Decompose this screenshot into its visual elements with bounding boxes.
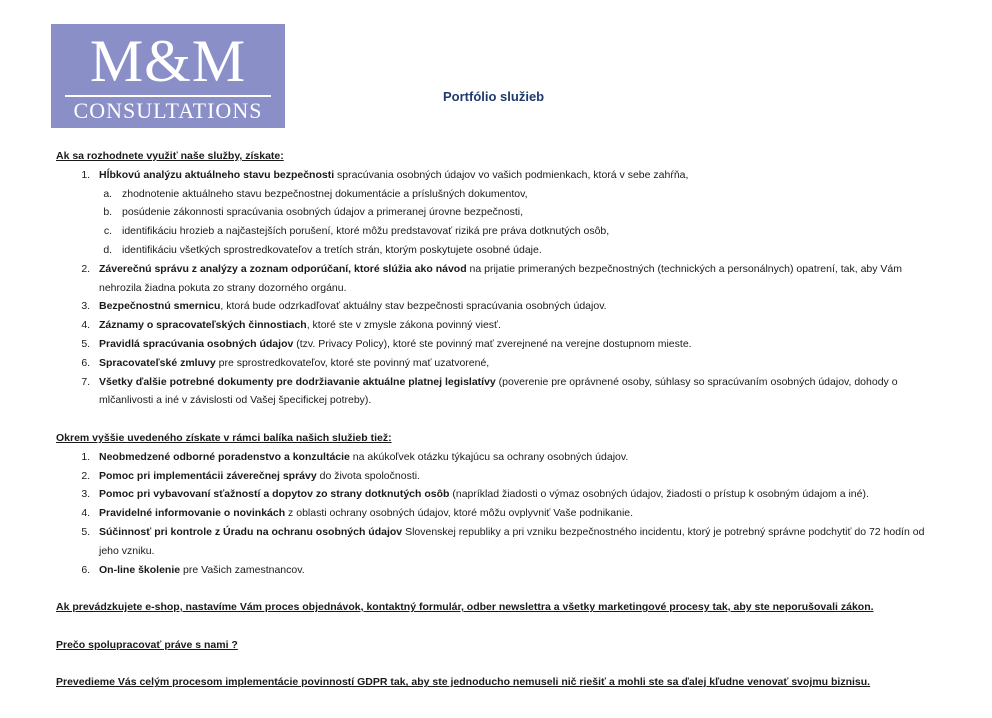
- why-us-heading: Prečo spolupracovať práve s nami ?: [56, 638, 238, 651]
- item-bold: Záverečnú správu z analýzy a zoznam odporúčaní, ktoré slúžia ako návod: [99, 262, 467, 275]
- item-text: na prijatie primeraných bezpečnostných (technických a personálnych) opatrení, tak, aby Vám nehrozila žiadna pokuta zo strany dozorného orgánu.: [99, 262, 903, 294]
- item-bold: On-line školenie: [99, 563, 181, 576]
- list-item: [93, 297, 936, 316]
- item-bold: Spracovateľské zmluvy: [99, 356, 216, 369]
- spacer: [56, 617, 936, 636]
- spacer: [56, 655, 936, 674]
- item-text: pre sprostredkovateľov, ktoré ste povinný mať uzatvorené,: [215, 356, 490, 369]
- list-item: [93, 467, 936, 486]
- list-item: [93, 485, 936, 504]
- item-text: , ktoré ste v zmysle zákona povinný viesť.: [306, 319, 501, 332]
- list-item: [93, 316, 936, 335]
- company-logo: [51, 24, 285, 128]
- item-bold: Bezpečnostnú smernicu: [99, 300, 221, 313]
- section2-list: [56, 448, 936, 580]
- sub-list: [99, 185, 936, 260]
- item-bold: Všetky ďalšie potrebné dokumenty pre dodržiavanie aktuálne platnej legislatívy: [99, 375, 496, 388]
- item-text: pre Vašich zamestnancov.: [180, 563, 305, 576]
- list-item: [93, 166, 936, 260]
- sub-list-item: b. posúdenie zákonnosti spracúvania osobných údajov a primeranej úrovne bezpečnosti,: [115, 203, 936, 222]
- item-text: (poverenie pre oprávnené osoby, súhlasy so spracúvaním osobných údajov, dohody o mlčanlivosti a iné v závislosti od Vašej špecifickej potreby).: [99, 375, 898, 407]
- item-bold: Súčinnosť pri kontrole z Úradu na ochranu osobných údajov: [99, 525, 403, 538]
- item-text: z oblasti ochrany osobných údajov, ktoré môžu ovplyvniť Vaše podnikanie.: [285, 507, 634, 520]
- list-item: [93, 335, 936, 354]
- section2-heading: Okrem vyššie uvedeného získate v rámci balíka našich služieb tiež:: [56, 431, 392, 444]
- item-bold: Pravidlá spracúvania osobných údajov: [99, 337, 294, 350]
- item-text: (tzv. Privacy Policy), ktoré ste povinný mať zverejnené na verejne dostupnom mieste.: [293, 337, 692, 350]
- item-text: spracúvania osobných údajov vo vašich podmienkach, ktorá v sebe zahŕňa,: [334, 168, 689, 181]
- spacer: [56, 410, 936, 429]
- spacer: [56, 579, 936, 598]
- list-item: [93, 373, 936, 411]
- item-text: do života spoločnosti.: [316, 469, 420, 482]
- section1-list: [56, 166, 936, 410]
- list-item: [93, 523, 936, 561]
- item-bold: Pravidelné informovanie o novinkách: [99, 507, 286, 520]
- item-bold: Záznamy o spracovateľských činnostiach: [99, 319, 307, 332]
- list-item: [93, 260, 936, 298]
- item-bold: Hĺbkovú analýzu aktuálneho stavu bezpečnosti: [99, 168, 335, 181]
- closing-paragraph: Prevedieme Vás celým procesom implementácie povinností GDPR tak, aby ste jednoducho nemuseli nič riešiť a mohli ste sa ďalej kľudne venovať svojmu biznisu.: [56, 676, 871, 689]
- logo-divider: [65, 95, 271, 97]
- item-text: , ktorá bude odzrkadľovať aktuálny stav bezpečnosti spracúvania osobných údajov.: [220, 300, 607, 313]
- list-item: [93, 448, 936, 467]
- item-bold: Neobmedzené odborné poradenstvo a konzultácie: [99, 450, 350, 463]
- sub-list-item: c. identifikáciu hrozieb a najčastejších porušení, ktoré môžu predstavovať riziká pre práva dotknutých osôb,: [115, 222, 936, 241]
- item-bold: Pomoc pri implementácii záverečnej správy: [99, 469, 317, 482]
- list-item: [93, 561, 936, 580]
- sub-list-item: a. zhodnotenie aktuálneho stavu bezpečnostnej dokumentácie a príslušných dokumentov,: [115, 185, 936, 204]
- list-item: [93, 354, 936, 373]
- logo-main-text: M&M: [89, 28, 247, 94]
- item-text: (napríklad žiadosti o výmaz osobných údajov, žiadosti o prístup k osobným údajom a iné).: [449, 488, 869, 501]
- document-body: [56, 147, 936, 692]
- section1-heading: Ak sa rozhodnete využiť naše služby, získate:: [56, 150, 284, 162]
- list-item: [93, 504, 936, 523]
- item-text: na akúkoľvek otázku týkajúcu sa ochrany osobných údajov.: [349, 450, 629, 463]
- eshop-paragraph: Ak prevádzkujete e-shop, nastavíme Vám proces objednávok, kontaktný formulár, odber newslettra a všetky marketingové procesy tak, aby ste neporušovali zákon.: [56, 601, 874, 614]
- item-text: Slovenskej republiky a pri vzniku bezpečnostného incidentu, ktorý je potrebný správne podchytiť do 72 hodín od jeho vzniku.: [99, 525, 925, 557]
- item-bold: Pomoc pri vybavovaní sťažností a dopytov zo strany dotknutých osôb: [99, 488, 450, 501]
- page-title: Portfólio služieb: [443, 89, 545, 104]
- sub-list-item: d. identifikáciu všetkých sprostredkovateľov a tretích strán, ktorým poskytujete osobné údaje.: [115, 241, 936, 260]
- logo-sub-text: CONSULTATIONS: [73, 98, 263, 123]
